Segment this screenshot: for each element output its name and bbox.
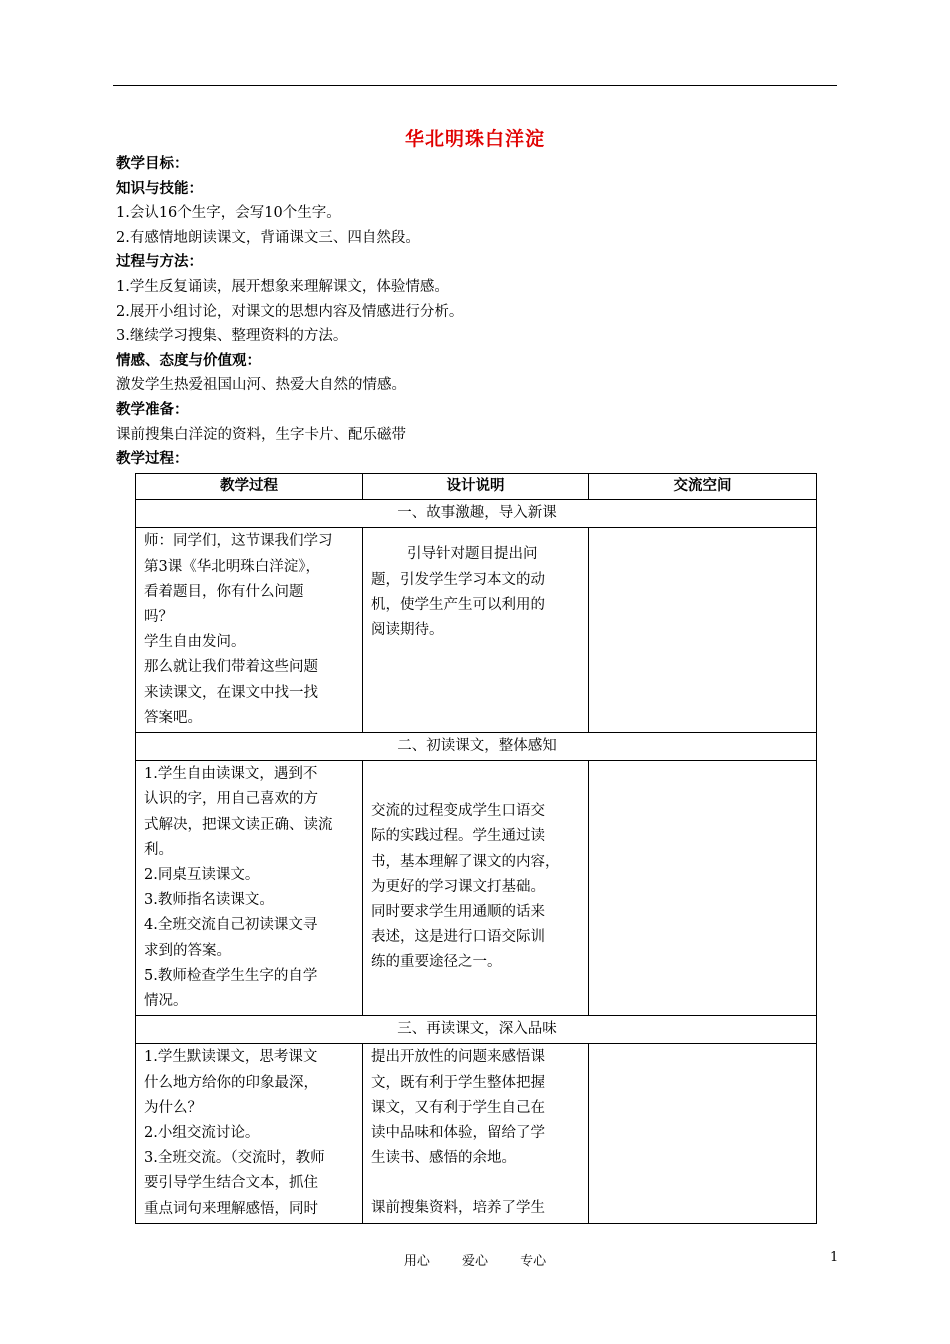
cell-line: 题，引发学生学习本文的动: [371, 571, 545, 588]
section-content-row: [136, 528, 817, 733]
cell-line: 书，基本理解了课文的内容，: [371, 853, 560, 870]
cell-line: 学生自由发问。: [144, 634, 246, 651]
cell-line: 表述，这是进行口语交际训: [371, 929, 545, 946]
cell-line: 师：同学们，这节课我们学习: [144, 533, 333, 550]
cell-line: 4.全班交流自己初读课文寻: [144, 917, 318, 934]
cell-line: 际的实践过程。学生通过读: [371, 828, 545, 845]
cell-line: 3.教师指名读课文。: [144, 892, 274, 909]
section-title: 三、再读课文，深入品味: [136, 1016, 817, 1044]
cell-line: 情况。: [144, 993, 188, 1010]
cell-line: 读中品味和体验，留给了学: [371, 1125, 545, 1142]
process-cell: [136, 761, 363, 1016]
cell-line: 答案吧。: [144, 709, 202, 726]
cell-line: 为更好的学习课文打基础。: [371, 878, 545, 895]
exchange-cell: [589, 761, 817, 1016]
section-title-row: [136, 1016, 817, 1044]
cell-line: 课文，又有利于学生自己在: [371, 1099, 545, 1116]
design-cell: [363, 761, 589, 1016]
cell-line: 提出开放性的问题来感悟课: [371, 1049, 545, 1066]
header-design: 设计说明: [363, 474, 589, 500]
section-title-row: [136, 733, 817, 761]
exchange-cell: [589, 1044, 817, 1223]
cell-line: 课前搜集资料，培养了学生: [371, 1200, 545, 1217]
section-content-row: [136, 761, 817, 1016]
process-methods-item: 3.继续学习搜集、整理资料的方法。: [116, 328, 348, 345]
cell-line: 认识的字，用自己喜欢的方: [144, 791, 318, 808]
cell-line: 5.教师检查学生生字的自学: [144, 967, 318, 984]
process-cell: [136, 528, 363, 733]
objectives-heading: 教学目标：: [116, 156, 189, 172]
header-rule: [113, 85, 837, 86]
cell-line: 1.学生自由读课文，遇到不: [144, 766, 318, 783]
cell-line: 2.小组交流讨论。: [144, 1125, 260, 1142]
cell-line: 2.同桌互读课文。: [144, 867, 260, 884]
cell-line: 为什么？: [144, 1099, 202, 1116]
cell-line: 阅读期待。: [371, 622, 444, 639]
cell-line: 练的重要途径之一。: [371, 954, 502, 971]
footer-motto: 用心 爱心 专心: [403, 1254, 547, 1269]
page-number: 1: [830, 1250, 839, 1265]
preparation-text: 课前搜集白洋淀的资料，生字卡片、配乐磁带: [116, 426, 406, 443]
emotion-heading: 情感、态度与价值观：: [116, 352, 261, 369]
table-header-row: [136, 474, 817, 500]
process-methods-item: 2.展开小组讨论，对课文的思想内容及情感进行分析。: [116, 303, 464, 320]
cell-line: 机，使学生产生可以利用的: [371, 596, 545, 613]
design-cell: [363, 1044, 589, 1223]
cell-line: 那么就让我们带着这些问题: [144, 659, 318, 676]
cell-line: 第3课《华北明珠白洋淀》，: [144, 558, 320, 575]
emotion-text: 激发学生热爱祖国山河、热爱大自然的情感。: [116, 377, 406, 394]
cell-line: 利。: [144, 841, 173, 858]
knowledge-item: 1.会认16个生字，会写10个生字。: [116, 205, 341, 222]
cell-line: 看着题目，你有什么问题: [144, 583, 304, 600]
cell-line: 重点词句来理解感悟，同时: [144, 1200, 318, 1217]
cell-line: 文，既有利于学生整体把握: [371, 1074, 545, 1091]
lesson-plan-table: [135, 473, 817, 1224]
header-process: 教学过程: [136, 474, 363, 500]
cell-line: 1.学生默读课文，思考课文: [144, 1049, 318, 1066]
exchange-cell: [589, 528, 817, 733]
preparation-heading: 教学准备：: [116, 401, 189, 418]
cell-line: 吗？: [144, 609, 173, 626]
knowledge-item: 2.有感情地朗读课文，背诵课文三、四自然段。: [116, 229, 420, 246]
cell-line: 来读课文，在课文中找一找: [144, 684, 318, 701]
design-cell: [363, 528, 589, 733]
cell-line: 求到的答案。: [144, 942, 231, 959]
cell-line: 什么地方给你的印象最深，: [144, 1074, 318, 1091]
cell-line: 式解决，把课文读正确、读流: [144, 816, 333, 833]
process-methods-heading: 过程与方法：: [116, 254, 203, 271]
section-title: 二、初读课文，整体感知: [136, 733, 817, 761]
cell-line: 引导针对题目提出问: [407, 546, 538, 563]
cell-line: 生读书、感悟的余地。: [371, 1150, 516, 1167]
knowledge-heading: 知识与技能：: [116, 180, 203, 197]
cell-line: 交流的过程变成学生口语交: [371, 803, 545, 820]
cell-line: [371, 1171, 582, 1196]
cell-line: 同时要求学生用通顺的话来: [371, 904, 545, 921]
cell-line: 3.全班交流。（交流时，教师: [144, 1150, 325, 1167]
page-title: 华北明珠白洋淀: [404, 128, 545, 150]
cell-line: 要引导学生结合文本，抓住: [144, 1175, 318, 1192]
process-heading: 教学过程：: [116, 451, 189, 468]
process-methods-item: 1.学生反复诵读，展开想象来理解课文，体验情感。: [116, 278, 449, 295]
objectives-section: [116, 152, 836, 472]
process-cell: [136, 1044, 363, 1223]
header-exchange: 交流空间: [589, 474, 817, 500]
section-content-row: [136, 1044, 817, 1223]
section-title-row: [136, 500, 817, 528]
section-title: 一、故事激趣，导入新课: [136, 500, 817, 528]
